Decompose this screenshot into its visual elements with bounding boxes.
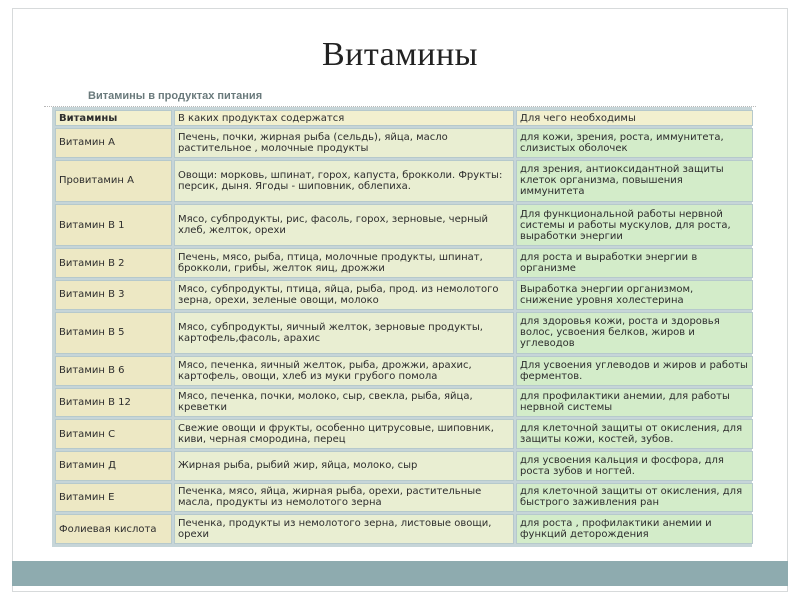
table-row (55, 160, 753, 202)
purpose-cell: для клеточной защиты от окисления, для защиты кожи, костей, зубов. (516, 419, 753, 449)
header-vitamins: Витамины (55, 110, 172, 126)
table-row (55, 312, 753, 354)
vitamin-cell: Витамин С (55, 419, 172, 449)
footer-bar (12, 561, 788, 586)
table-row (55, 204, 753, 246)
purpose-cell: Выработка энергии организмом, снижение уровня холестерина (516, 280, 753, 310)
vitamin-cell: Витамин Е (55, 483, 172, 513)
products-cell: Мясо, субпродукты, рис, фасоль, горох, зерновые, черный хлеб, желток, орехи (174, 204, 514, 246)
products-cell: Печенка, продукты из немолотого зерна, листовые овощи, орехи (174, 514, 514, 544)
header-products: В каких продуктах содержатся (174, 110, 514, 126)
products-cell: Мясо, печенка, почки, молоко, сыр, свекла, рыба, яйца, креветки (174, 388, 514, 418)
purpose-cell: Для усвоения углеводов и жиров и работы ферментов. (516, 356, 753, 386)
header-purpose: Для чего необходимы (516, 110, 753, 126)
products-cell: Мясо, субпродукты, птица, яйца, рыба, прод. из немолотого зерна, орехи, зеленые овощи, молоко (174, 280, 514, 310)
products-cell: Печень, мясо, рыба, птица, молочные продукты, шпинат, брокколи, грибы, желток яиц, дрожжи (174, 248, 514, 278)
vitamin-cell: Витамин В 1 (55, 204, 172, 246)
purpose-cell: для клеточной защиты от окисления, для быстрого заживления ран (516, 483, 753, 513)
vitamin-cell: Витамин А (55, 128, 172, 158)
vitamin-cell: Витамин В 3 (55, 280, 172, 310)
vitamin-cell: Витамин В 5 (55, 312, 172, 354)
purpose-cell: для роста , профилактики анемии и функций деторождения (516, 514, 753, 544)
products-cell: Свежие овощи и фрукты, особенно цитрусовые, шиповник, киви, черная смородина, перец (174, 419, 514, 449)
purpose-cell: Для функциональной работы нервной системы и работы мускулов, для роста, выработки энергии (516, 204, 753, 246)
table-row (55, 356, 753, 386)
table-row (55, 280, 753, 310)
purpose-cell: для здоровья кожи, роста и здоровья волос, усвоения белков, жиров и углеводов (516, 312, 753, 354)
purpose-cell: для роста и выработки энергии в организме (516, 248, 753, 278)
vitamin-cell: Витамин В 6 (55, 356, 172, 386)
slide-title: Витамины (322, 36, 478, 73)
products-cell: Жирная рыба, рыбий жир, яйца, молоко, сыр (174, 451, 514, 481)
vitamin-cell: Провитамин А (55, 160, 172, 202)
products-cell: Овощи: морковь, шпинат, горох, капуста, брокколи. Фрукты: персик, дыня. Ягоды - шиповник, облепиха. (174, 160, 514, 202)
purpose-cell: для профилактики анемии, для работы нервной системы (516, 388, 753, 418)
vitamins-table (53, 108, 755, 546)
vitamin-cell: Витамин Д (55, 451, 172, 481)
products-cell: Печенка, мясо, яйца, жирная рыба, орехи, растительные масла, продукты из немолотого зерна (174, 483, 514, 513)
table-row (55, 514, 753, 544)
table-row (55, 388, 753, 418)
vitamin-cell: Фолиевая кислота (55, 514, 172, 544)
table-row (55, 248, 753, 278)
table-row (55, 128, 753, 158)
vitamin-cell: Витамин В 2 (55, 248, 172, 278)
vitamins-table-container (52, 107, 752, 547)
products-cell: Мясо, печенка, яичный желток, рыба, дрожжи, арахис, картофель, овощи, хлеб из муки грубого помола (174, 356, 514, 386)
products-cell: Печень, почки, жирная рыба (сельдь), яйца, масло растительное , молочные продукты (174, 128, 514, 158)
purpose-cell: для зрения, антиоксидантной защиты клеток организма, повышения иммунитета (516, 160, 753, 202)
purpose-cell: для усвоения кальция и фосфора, для роста зубов и ногтей. (516, 451, 753, 481)
table-row (55, 419, 753, 449)
products-cell: Мясо, субпродукты, яичный желток, зерновые продукты, картофель,фасоль, арахис (174, 312, 514, 354)
table-caption: Витамины в продуктах питания (88, 90, 263, 102)
table-header-row (55, 110, 753, 126)
purpose-cell: для кожи, зрения, роста, иммунитета, слизистых оболочек (516, 128, 753, 158)
table-row (55, 483, 753, 513)
vitamin-cell: Витамин В 12 (55, 388, 172, 418)
table-row (55, 451, 753, 481)
